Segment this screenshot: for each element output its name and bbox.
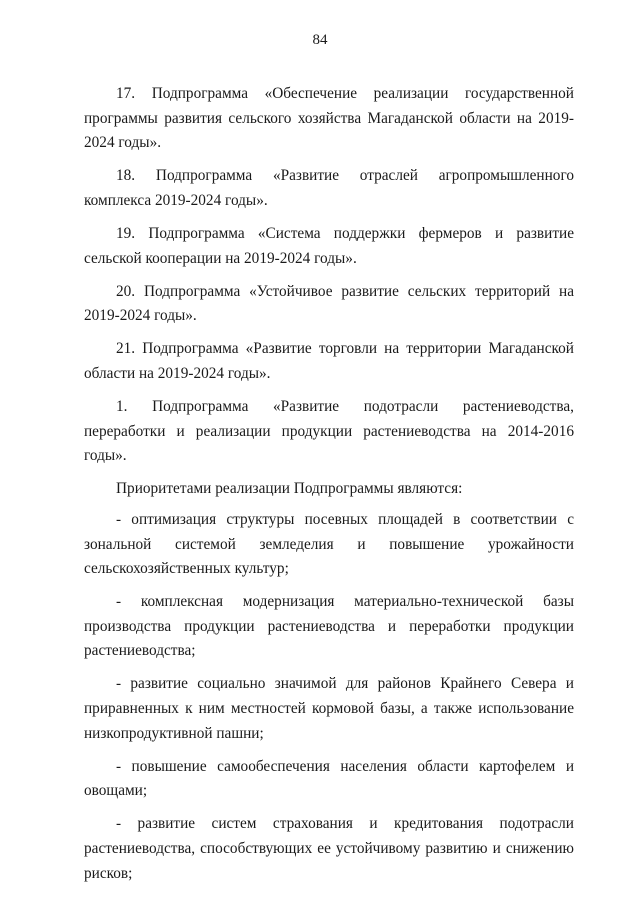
subprogram-21-paragraph: 21. Подпрограмма «Развитие торговли на территории Магаданской области на 2019-2024 годы». [84,340,574,382]
subprogram-17-paragraph: 17. Подпрограмма «Обеспечение реализации государственной программы развития сельского хозяйства Магаданской области на 2019-2024 годы». [84,85,574,152]
priority-item: - развитие социально значимой для районов Крайнего Севера и приравненных к ним местностей кормовой базы, а также использование низкопродуктивной пашни; [84,675,574,742]
subprogram-20-paragraph: 20. Подпрограмма «Устойчивое развитие сельских территорий на 2019-2024 годы». [84,282,574,325]
subprogram-19-paragraph: 19. Подпрограмма «Система поддержки фермеров и развитие сельской кооперации на 2019-2024 годы». [84,224,574,267]
priority-item: - комплексная модернизация материально-технической базы производства продукции растениеводства и переработки продукции растениеводства; [84,593,574,660]
priority-item: - повышение самообеспечения населения области картофелем и овощами; [84,757,574,800]
priority-item: - оптимизация структуры посевных площадей в соответствии с зональной системой земледелия и повышение урожайности сельскохозяйственных культур; [84,510,574,578]
subprogram-1-heading: 1. Подпрограмма «Развитие подотрасли растениеводства, переработки и реализации продукции растениеводства на 2014-2016 годы». [84,398,574,465]
subprogram-18-paragraph: 18. Подпрограмма «Развитие отраслей агропромышленного комплекса 2019-2024 годы». [84,167,574,209]
priorities-intro: Приоритетами реализации Подпрограммы являются: [116,480,463,498]
page-number: 84 [312,32,328,48]
document-body [84,82,574,895]
priority-item: - развитие систем страхования и кредитования подотрасли растениеводства, способствующих ее устойчивому развитию и снижению рисков; [84,815,574,882]
